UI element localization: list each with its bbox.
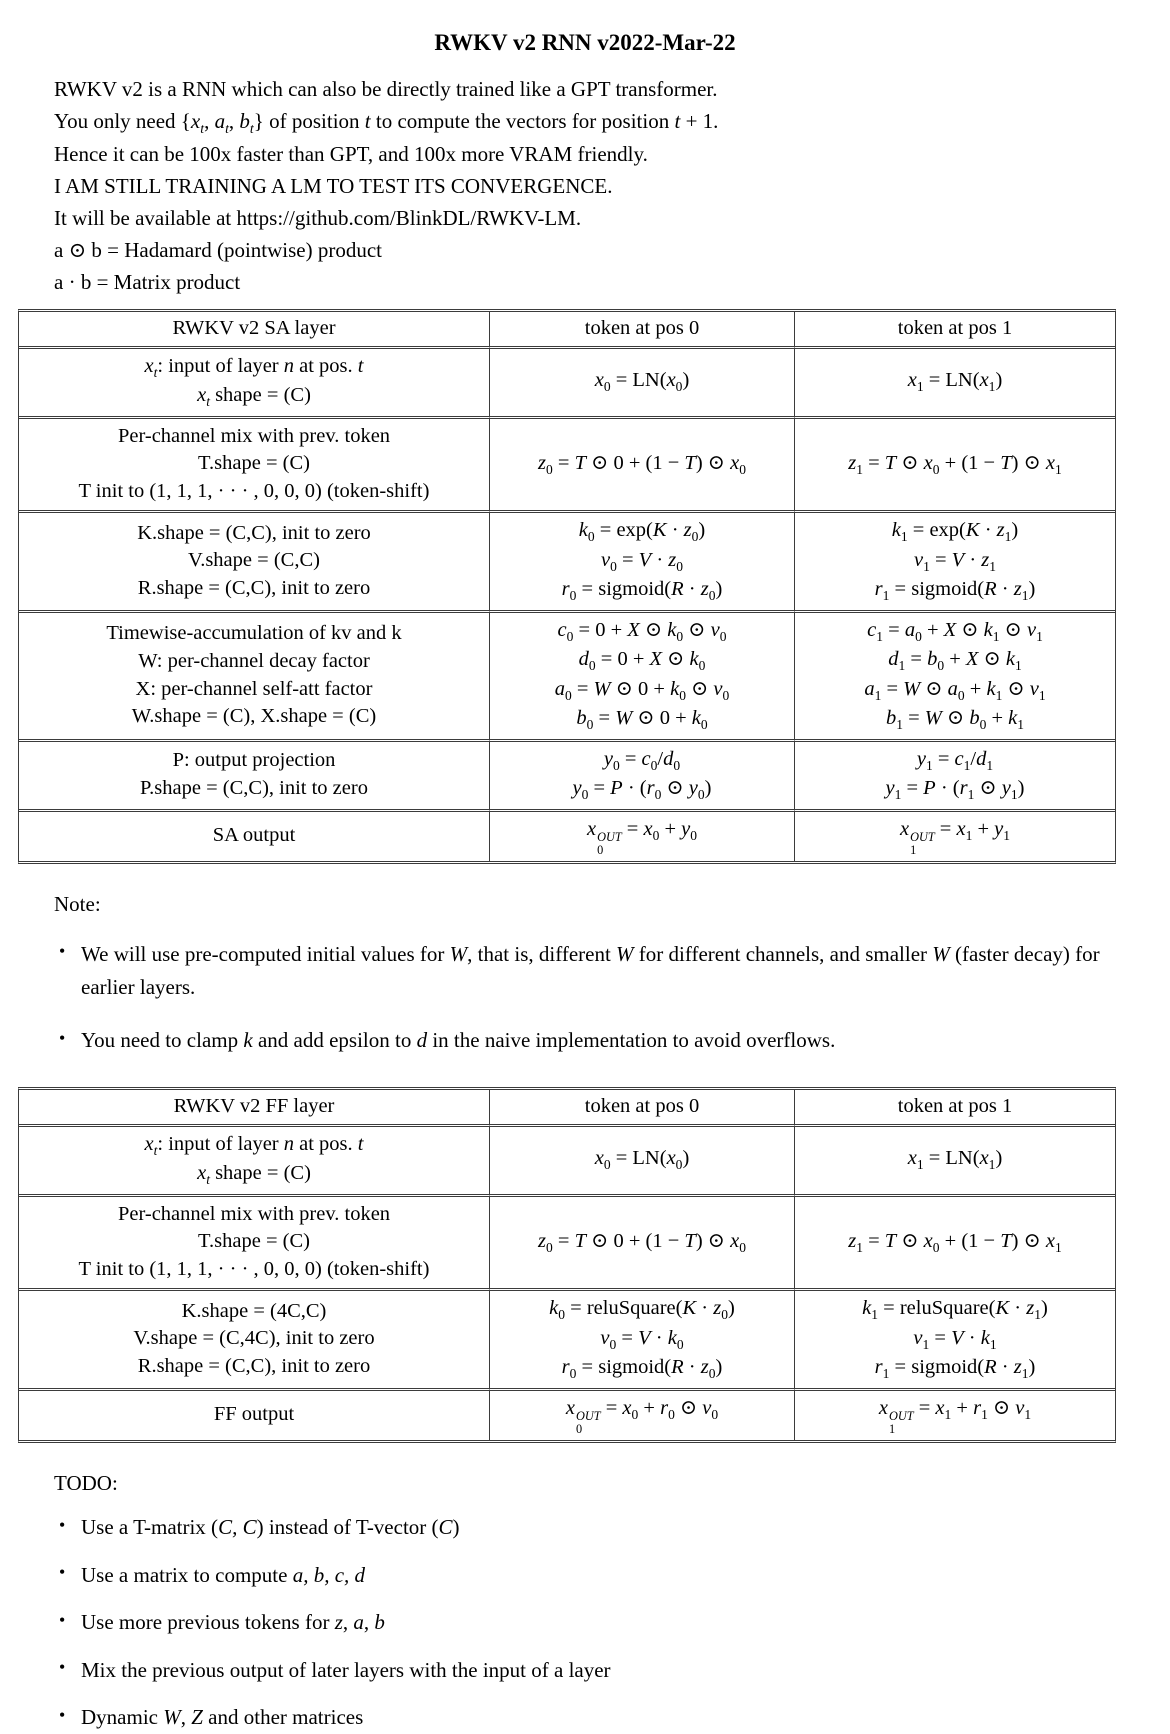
sa-header-layer: RWKV v2 SA layer (172, 316, 336, 339)
table-cell-pos1: $z_1 = T$ ⊙ $x_0 + (1 - T)$ ⊙ $x_1$ (794, 416, 1115, 511)
table-cell-desc: $x_t$: input of layer n at pos. t $x_t$ shape = (C) (19, 346, 489, 416)
table-cell-desc: Per-channel mix with prev. token T.shape = (C) T init to (1, 1, 1, · · · , 0, 0, 0) (token-shift) (19, 1194, 489, 1289)
todo-bullet: • Dynamic W, Z and other matrices (54, 1701, 1116, 1734)
intro-line-hadamard-def: a ⊙ b = Hadamard (pointwise) product (54, 237, 383, 262)
table-row (19, 416, 1115, 511)
table-cell-pos0: $k_0 = \exp(K \cdot z_0)$ $v_0 = V \cdot z_0$ $r_0$ = sigmoid(R · $z_0$) (489, 510, 794, 609)
table-row (19, 610, 1115, 739)
note-bullet: • We will use pre-computed initial values for W, that is, different W for different channels, and smaller W (faster decay) for earlier layers. (54, 938, 1116, 1003)
sa-layer-table (18, 309, 1116, 864)
todo-bullet: • Use a T-matrix (C, C) instead of T-vector (C) (54, 1511, 1116, 1544)
table-cell-pos0: $k_0$ = reluSquare(K · $z_0$) $v_0 = V \cdot k_0$ $r_0$ = sigmoid(R · $z_0$) (489, 1288, 794, 1387)
page-title: RWKV v2 RNN v2022-Mar-22 (434, 30, 736, 55)
note-bullet: • You need to clamp k and add epsilon to d in the naive implementation to avoid overflows. (54, 1024, 1116, 1057)
table-row (19, 1124, 1115, 1194)
table-row (19, 510, 1115, 609)
table-cell-pos0: x OUT 0 = $x_0 + y_0$ (489, 809, 794, 862)
todo-bullet: • Mix the previous output of later layers with the input of a layer (54, 1654, 1116, 1687)
intro-paragraph (54, 74, 1116, 299)
table-cell-pos1: $k_1 = \exp(K \cdot z_1)$ $v_1 = V \cdot z_1$ $r_1$ = sigmoid(R · $z_1$) (794, 510, 1115, 609)
table-row (19, 1388, 1115, 1441)
table-cell-desc: K.shape = (C,C), init to zero V.shape = (C,C) R.shape = (C,C), init to zero (19, 510, 489, 609)
table-cell-pos0: $x_0 = LN(x_0)$ (489, 1124, 794, 1194)
table-cell-desc: P: output projection P.shape = (C,C), init to zero (19, 739, 489, 809)
intro-line-matrix-def: a · b = Matrix product (54, 269, 241, 294)
table-row (19, 346, 1115, 416)
table-row (19, 809, 1115, 862)
table-cell-pos1: $x_1 = LN(x_1)$ (794, 1124, 1115, 1194)
note-list (54, 938, 1116, 1057)
ff-header-layer: RWKV v2 FF layer (173, 1094, 335, 1117)
table-cell-pos0: x OUT 0 = $x_0 + r_0$ ⊙ $v_0$ (489, 1388, 794, 1441)
ff-table-header-row (19, 1090, 1115, 1124)
sa-table-header-row (19, 312, 1115, 346)
table-cell-desc: FF output (19, 1388, 489, 1441)
table-cell-desc: SA output (19, 809, 489, 862)
table-cell-pos0: $c_0 = 0 + X$ ⊙ $k_0$ ⊙ $v_0$ $d_0 = 0 + X$ ⊙ $k_0$ $a_0 = W$ ⊙ $0 + k_0$ ⊙ $v_0$ $b_0 = W$ ⊙ $0 + k_0$ (489, 610, 794, 739)
table-row (19, 1194, 1115, 1289)
todo-bullet: • Use a matrix to compute a, b, c, d (54, 1559, 1116, 1592)
table-row (19, 739, 1115, 809)
table-cell-pos0: $z_0 = T$ ⊙ 0 + (1 − T) ⊙ $x_0$ (489, 416, 794, 511)
todo-bullet: • Use more previous tokens for z, a, b (54, 1606, 1116, 1639)
ff-header-pos0: token at pos 0 (489, 1090, 794, 1124)
table-cell-pos1: $y_1 = c_1/d_1$ $y_1 = P \cdot (r_1$ ⊙ $y_1$) (794, 739, 1115, 809)
intro-line: You only need {$x_t$, $a_t$, $b_t$} of position t to compute the vectors for position t + 1. (54, 108, 719, 137)
sa-header-pos1: token at pos 1 (794, 312, 1115, 346)
table-cell-pos1: $k_1$ = reluSquare(K · $z_1$) $v_1 = V \cdot k_1$ $r_1$ = sigmoid(R · $z_1$) (794, 1288, 1115, 1387)
intro-line: RWKV v2 is a RNN which can also be directly trained like a GPT transformer. (54, 77, 718, 101)
table-cell-desc: Per-channel mix with prev. token T.shape = (C) T init to (1, 1, 1, · · · , 0, 0, 0) (token-shift) (19, 416, 489, 511)
table-cell-pos1: $z_1 = T$ ⊙ $x_0 + (1 - T)$ ⊙ $x_1$ (794, 1194, 1115, 1289)
table-cell-pos1: x OUT 1 = $x_1 + r_1$ ⊙ $v_1$ (794, 1388, 1115, 1441)
todo-heading: TODO: (54, 1471, 118, 1496)
todo-list (54, 1511, 1116, 1734)
note-heading: Note: (54, 892, 101, 917)
ff-header-pos1: token at pos 1 (794, 1090, 1115, 1124)
sa-header-pos0: token at pos 0 (489, 312, 794, 346)
table-cell-desc: $x_t$: input of layer n at pos. t $x_t$ shape = (C) (19, 1124, 489, 1194)
table-cell-desc: Timewise-accumulation of kv and k W: per-channel decay factor X: per-channel self-att factor W.shape = (C), X.shape = (C) (19, 610, 489, 739)
intro-line: Hence it can be 100x faster than GPT, and 100x more VRAM friendly. (54, 142, 648, 167)
table-cell-pos0: $y_0 = c_0/d_0$ $y_0 = P \cdot (r_0$ ⊙ $y_0$) (489, 739, 794, 809)
intro-line: I AM STILL TRAINING A LM TO TEST ITS CONVERGENCE. (54, 174, 613, 199)
intro-line-repo-url: It will be available at https://github.com/BlinkDL/RWKV-LM. (54, 205, 582, 230)
table-cell-pos1: x OUT 1 = $x_1 + y_1$ (794, 809, 1115, 862)
table-cell-pos1: $c_1 = a_0 + X$ ⊙ $k_1$ ⊙ $v_1$ $d_1 = b_0 + X$ ⊙ $k_1$ $a_1 = W$ ⊙ $a_0 + k_1$ ⊙ $v_1$ $b_1 = W$ ⊙ $b_0 + k_1$ (794, 610, 1115, 739)
table-cell-pos1: $x_1 = LN(x_1)$ (794, 346, 1115, 416)
table-row (19, 1288, 1115, 1387)
table-cell-pos0: $z_0 = T$ ⊙ 0 + (1 − T) ⊙ $x_0$ (489, 1194, 794, 1289)
table-cell-desc: K.shape = (4C,C) V.shape = (C,4C), init to zero R.shape = (C,C), init to zero (19, 1288, 489, 1387)
table-cell-pos0: $x_0 = LN(x_0)$ (489, 346, 794, 416)
ff-layer-table (18, 1087, 1116, 1443)
